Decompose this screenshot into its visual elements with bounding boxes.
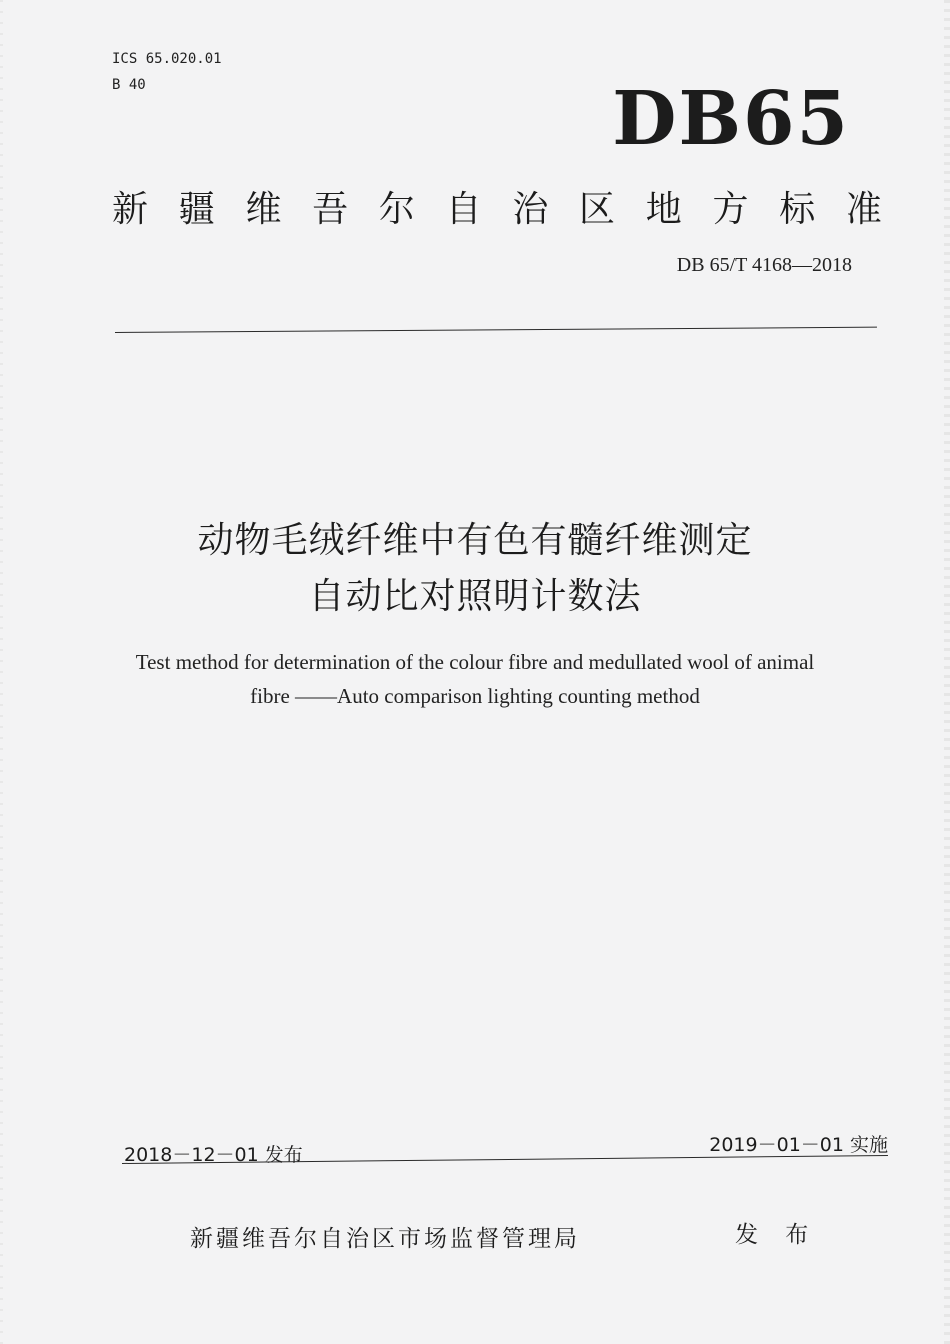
standard-number: DB 65/T 4168—2018 xyxy=(676,254,852,276)
title-cn-line2: 自动比对照明计数法 xyxy=(308,576,642,617)
standard-type-char: 尔 xyxy=(378,189,415,230)
title-en-line2: fibre ——Auto comparison lighting counting method xyxy=(250,684,700,708)
ccs-code: B 40 xyxy=(112,77,146,93)
standard-brand-logo: DB65 xyxy=(612,76,850,162)
title-en-line1: Test method for determination of the colour fibre and medullated wool of animal xyxy=(135,650,815,674)
ics-code: ICS 65.020.01 xyxy=(112,51,222,67)
header-divider xyxy=(115,327,877,333)
standard-type-char: 准 xyxy=(845,189,882,230)
standard-type-char: 标 xyxy=(779,189,816,230)
publish-label: 发 布 xyxy=(735,1222,819,1248)
standard-type-char: 自 xyxy=(445,189,482,230)
title-cn-line1: 动物毛绒纤维中有色有髓纤维测定 xyxy=(197,520,753,561)
standard-type-char: 方 xyxy=(712,189,749,230)
standard-type-heading xyxy=(112,181,882,232)
standard-type-char: 疆 xyxy=(178,189,215,230)
standard-type-char: 区 xyxy=(579,189,616,230)
standard-type-char: 维 xyxy=(245,189,282,230)
standard-type-char: 新 xyxy=(112,189,149,230)
standard-type-char: 治 xyxy=(512,189,549,230)
issuing-authority: 新疆维吾尔自治区市场监督管理局 xyxy=(190,1226,580,1252)
standard-type-char: 地 xyxy=(645,189,682,230)
standard-type-char: 吾 xyxy=(312,189,349,230)
implementation-date: 2019－01－01 实施 xyxy=(709,1134,888,1156)
issue-date: 2018－12－01 发布 xyxy=(124,1144,303,1166)
